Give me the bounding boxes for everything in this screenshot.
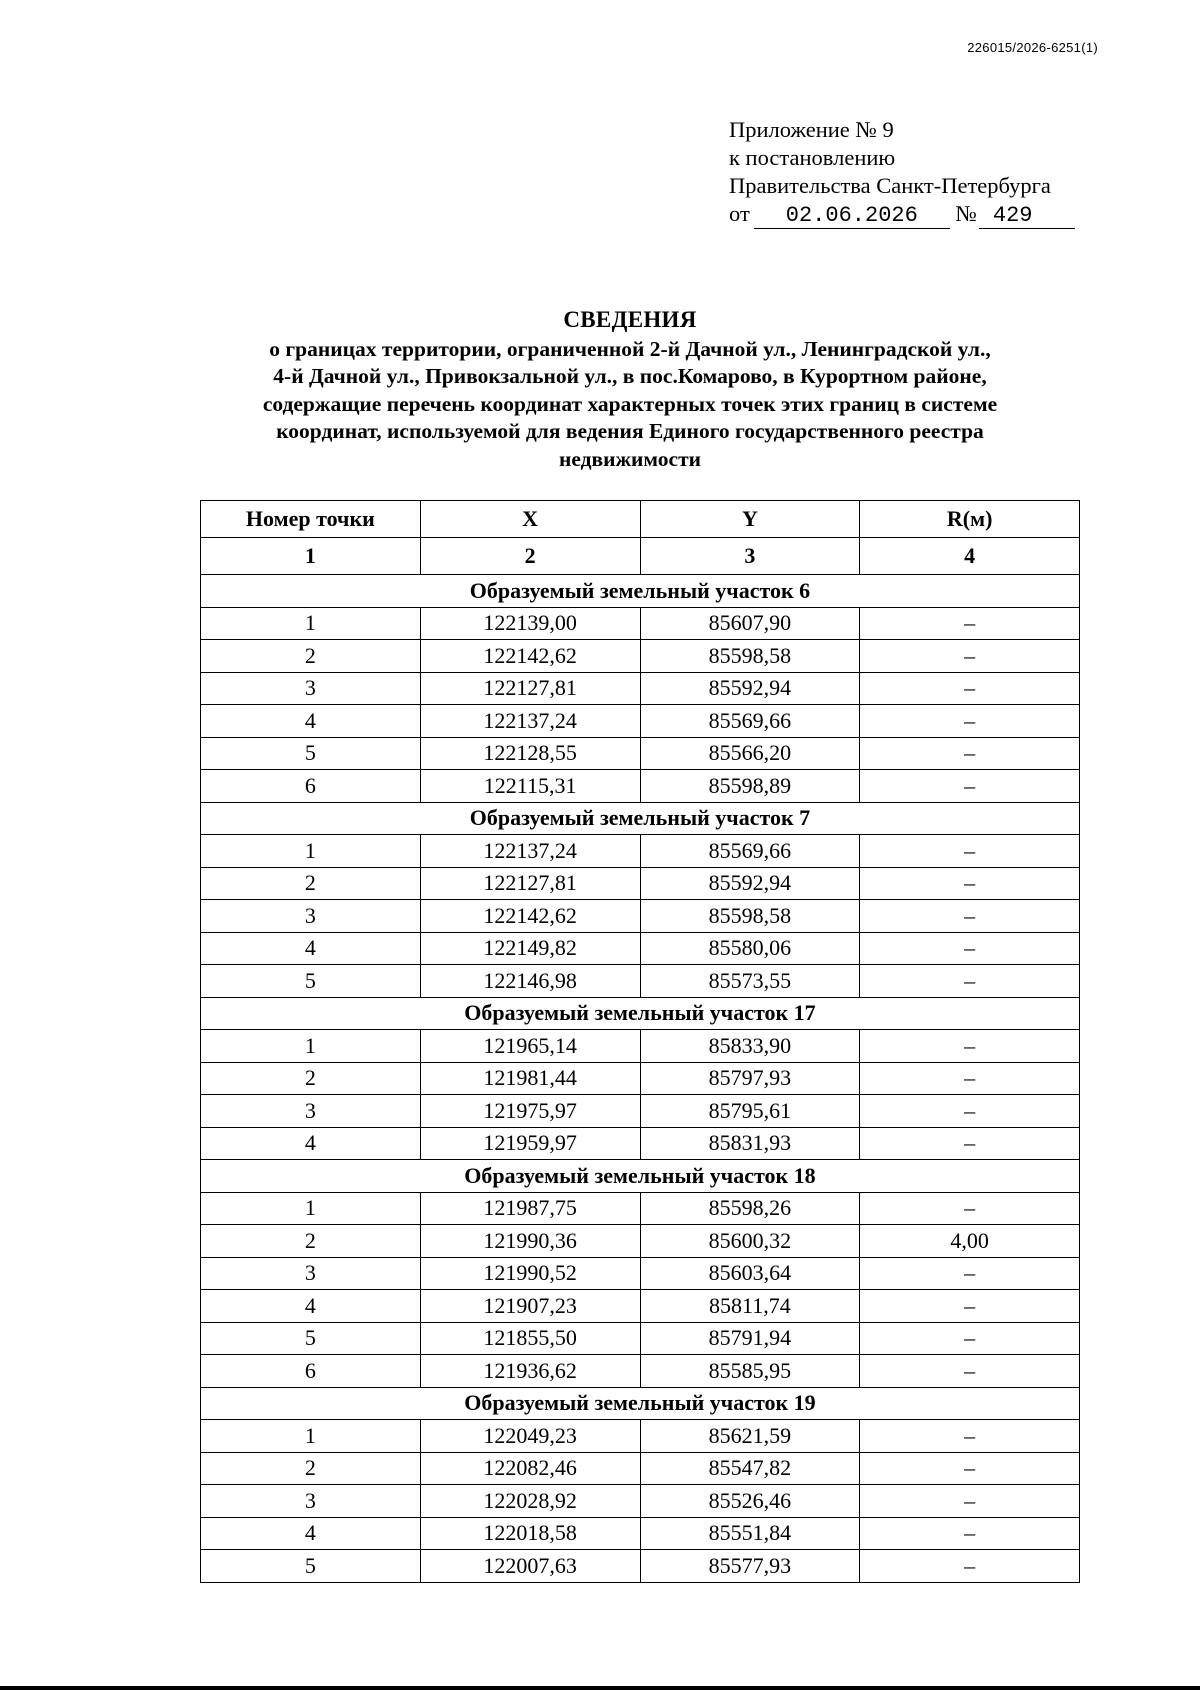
header-y: Y (640, 501, 860, 538)
radius-cell: – (860, 705, 1080, 738)
column-number: 1 (201, 538, 421, 575)
y-cell: 85577,93 (640, 1550, 860, 1583)
table-row (201, 1290, 1080, 1323)
point-number-cell: 3 (201, 1095, 421, 1128)
point-number-cell: 6 (201, 1355, 421, 1388)
appendix-block (729, 116, 1089, 229)
y-cell: 85621,59 (640, 1420, 860, 1453)
point-number-cell: 4 (201, 1290, 421, 1323)
y-cell: 85831,93 (640, 1127, 860, 1160)
y-cell: 85603,64 (640, 1257, 860, 1290)
point-number-cell: 2 (201, 1062, 421, 1095)
point-number-cell: 4 (201, 705, 421, 738)
section-row (201, 997, 1080, 1030)
radius-cell: – (860, 607, 1080, 640)
y-cell: 85598,89 (640, 770, 860, 803)
y-cell: 85547,82 (640, 1452, 860, 1485)
point-number-cell: 5 (201, 965, 421, 998)
x-cell: 121936,62 (420, 1355, 640, 1388)
radius-cell: – (860, 1257, 1080, 1290)
table-row (201, 672, 1080, 705)
column-number: 2 (420, 538, 640, 575)
header-row (201, 501, 1080, 538)
title-line-1: о границах территории, ограниченной 2-й Дачной ул., Ленинградской ул., (269, 336, 991, 361)
y-cell: 85791,94 (640, 1322, 860, 1355)
radius-cell: – (860, 1127, 1080, 1160)
y-cell: 85600,32 (640, 1225, 860, 1258)
radius-cell: – (860, 835, 1080, 868)
y-cell: 85592,94 (640, 672, 860, 705)
x-cell: 121907,23 (420, 1290, 640, 1323)
section-title: Образуемый земельный участок 19 (201, 1387, 1080, 1420)
table-row (201, 932, 1080, 965)
table-row (201, 1355, 1080, 1388)
section-title: Образуемый земельный участок 7 (201, 802, 1080, 835)
radius-cell: – (860, 1550, 1080, 1583)
radius-cell: – (860, 1517, 1080, 1550)
point-number-cell: 3 (201, 672, 421, 705)
point-number-cell: 5 (201, 1322, 421, 1355)
radius-cell: – (860, 1322, 1080, 1355)
column-number-row (201, 538, 1080, 575)
table-row (201, 1517, 1080, 1550)
y-cell: 85573,55 (640, 965, 860, 998)
point-number-cell: 3 (201, 1485, 421, 1518)
title-line-5: недвижимости (558, 446, 702, 471)
table-row (201, 1452, 1080, 1485)
point-number-cell: 3 (201, 1257, 421, 1290)
x-cell: 121959,97 (420, 1127, 640, 1160)
appendix-line-2: к постановлению (729, 145, 896, 170)
y-cell: 85569,66 (640, 835, 860, 868)
radius-cell: 4,00 (860, 1225, 1080, 1258)
radius-cell: – (860, 770, 1080, 803)
y-cell: 85797,93 (640, 1062, 860, 1095)
table-row (201, 1192, 1080, 1225)
page-bottom-edge (0, 1686, 1200, 1690)
document-id: 226015/2026-6251(1) (967, 40, 1098, 55)
title-line-3: содержащие перечень координат характерных точек этих границ в системе (262, 391, 998, 416)
x-cell: 122137,24 (420, 705, 640, 738)
radius-cell: – (860, 1420, 1080, 1453)
x-cell: 122139,00 (420, 607, 640, 640)
radius-cell: – (860, 1095, 1080, 1128)
appendix-line-3: Правительства Санкт-Петербурга (729, 173, 1051, 198)
radius-cell: – (860, 640, 1080, 673)
column-number: 3 (640, 538, 860, 575)
y-cell: 85607,90 (640, 607, 860, 640)
point-number-cell: 4 (201, 1127, 421, 1160)
resolution-number: 429 (979, 204, 1075, 229)
y-cell: 85598,58 (640, 640, 860, 673)
x-cell: 122142,62 (420, 900, 640, 933)
y-cell: 85811,74 (640, 1290, 860, 1323)
header-x: X (420, 501, 640, 538)
appendix-line-1: Приложение № 9 (729, 117, 894, 142)
appendix-date-line (729, 200, 1089, 229)
table-row (201, 1550, 1080, 1583)
date-prefix: от (729, 201, 750, 226)
x-cell: 121975,97 (420, 1095, 640, 1128)
radius-cell: – (860, 1485, 1080, 1518)
x-cell: 122149,82 (420, 932, 640, 965)
x-cell: 121990,52 (420, 1257, 640, 1290)
point-number-cell: 2 (201, 1452, 421, 1485)
table-row (201, 1257, 1080, 1290)
table-row (201, 900, 1080, 933)
radius-cell: – (860, 1355, 1080, 1388)
radius-cell: – (860, 965, 1080, 998)
x-cell: 122128,55 (420, 737, 640, 770)
resolution-date: 02.06.2026 (754, 204, 950, 229)
table-row (201, 1225, 1080, 1258)
x-cell: 122146,98 (420, 965, 640, 998)
radius-cell: – (860, 867, 1080, 900)
title-main: СВЕДЕНИЯ (563, 307, 697, 332)
section-row (201, 802, 1080, 835)
radius-cell: – (860, 1030, 1080, 1063)
y-cell: 85526,46 (640, 1485, 860, 1518)
point-number-cell: 2 (201, 640, 421, 673)
x-cell: 121990,36 (420, 1225, 640, 1258)
point-number-cell: 1 (201, 835, 421, 868)
point-number-cell: 6 (201, 770, 421, 803)
document-title (180, 306, 1080, 473)
radius-cell: – (860, 1062, 1080, 1095)
table-row (201, 770, 1080, 803)
y-cell: 85833,90 (640, 1030, 860, 1063)
table-row (201, 640, 1080, 673)
point-number-cell: 3 (201, 900, 421, 933)
table-row (201, 1127, 1080, 1160)
table-row (201, 737, 1080, 770)
radius-cell: – (860, 1452, 1080, 1485)
radius-cell: – (860, 1290, 1080, 1323)
section-row (201, 1387, 1080, 1420)
table-row (201, 1322, 1080, 1355)
table-row (201, 607, 1080, 640)
point-number-cell: 5 (201, 1550, 421, 1583)
point-number-cell: 2 (201, 1225, 421, 1258)
x-cell: 122018,58 (420, 1517, 640, 1550)
point-number-cell: 4 (201, 932, 421, 965)
section-title: Образуемый земельный участок 18 (201, 1160, 1080, 1193)
x-cell: 122007,63 (420, 1550, 640, 1583)
x-cell: 122028,92 (420, 1485, 640, 1518)
y-cell: 85592,94 (640, 867, 860, 900)
x-cell: 122127,81 (420, 672, 640, 705)
point-number-cell: 1 (201, 607, 421, 640)
x-cell: 121855,50 (420, 1322, 640, 1355)
point-number-cell: 2 (201, 867, 421, 900)
x-cell: 121965,14 (420, 1030, 640, 1063)
x-cell: 122049,23 (420, 1420, 640, 1453)
table-row (201, 965, 1080, 998)
y-cell: 85585,95 (640, 1355, 860, 1388)
table-row (201, 1485, 1080, 1518)
point-number-cell: 1 (201, 1420, 421, 1453)
y-cell: 85569,66 (640, 705, 860, 738)
number-prefix: № (955, 201, 977, 226)
x-cell: 122082,46 (420, 1452, 640, 1485)
y-cell: 85598,58 (640, 900, 860, 933)
section-title: Образуемый земельный участок 6 (201, 575, 1080, 608)
table-row (201, 835, 1080, 868)
radius-cell: – (860, 932, 1080, 965)
x-cell: 122115,31 (420, 770, 640, 803)
y-cell: 85551,84 (640, 1517, 860, 1550)
y-cell: 85795,61 (640, 1095, 860, 1128)
header-point-number: Номер точки (201, 501, 421, 538)
table-body (201, 575, 1080, 1583)
point-number-cell: 5 (201, 737, 421, 770)
section-title: Образуемый земельный участок 17 (201, 997, 1080, 1030)
x-cell: 121987,75 (420, 1192, 640, 1225)
coordinates-table (200, 500, 1080, 1583)
table-row (201, 705, 1080, 738)
table-row (201, 1095, 1080, 1128)
x-cell: 121981,44 (420, 1062, 640, 1095)
radius-cell: – (860, 672, 1080, 705)
header-radius: R(м) (860, 501, 1080, 538)
title-line-2: 4-й Дачной ул., Привокзальной ул., в пос.Комарово, в Курортном районе, (273, 364, 987, 388)
y-cell: 85598,26 (640, 1192, 860, 1225)
x-cell: 122142,62 (420, 640, 640, 673)
point-number-cell: 1 (201, 1030, 421, 1063)
title-line-4: координат, используемой для ведения Единого государственного реестра (276, 419, 984, 443)
table-row (201, 1062, 1080, 1095)
radius-cell: – (860, 900, 1080, 933)
x-cell: 122137,24 (420, 835, 640, 868)
column-number: 4 (860, 538, 1080, 575)
table-row (201, 1030, 1080, 1063)
section-row (201, 575, 1080, 608)
point-number-cell: 1 (201, 1192, 421, 1225)
y-cell: 85566,20 (640, 737, 860, 770)
section-row (201, 1160, 1080, 1193)
x-cell: 122127,81 (420, 867, 640, 900)
table-row (201, 1420, 1080, 1453)
table-row (201, 867, 1080, 900)
radius-cell: – (860, 1192, 1080, 1225)
y-cell: 85580,06 (640, 932, 860, 965)
radius-cell: – (860, 737, 1080, 770)
point-number-cell: 4 (201, 1517, 421, 1550)
